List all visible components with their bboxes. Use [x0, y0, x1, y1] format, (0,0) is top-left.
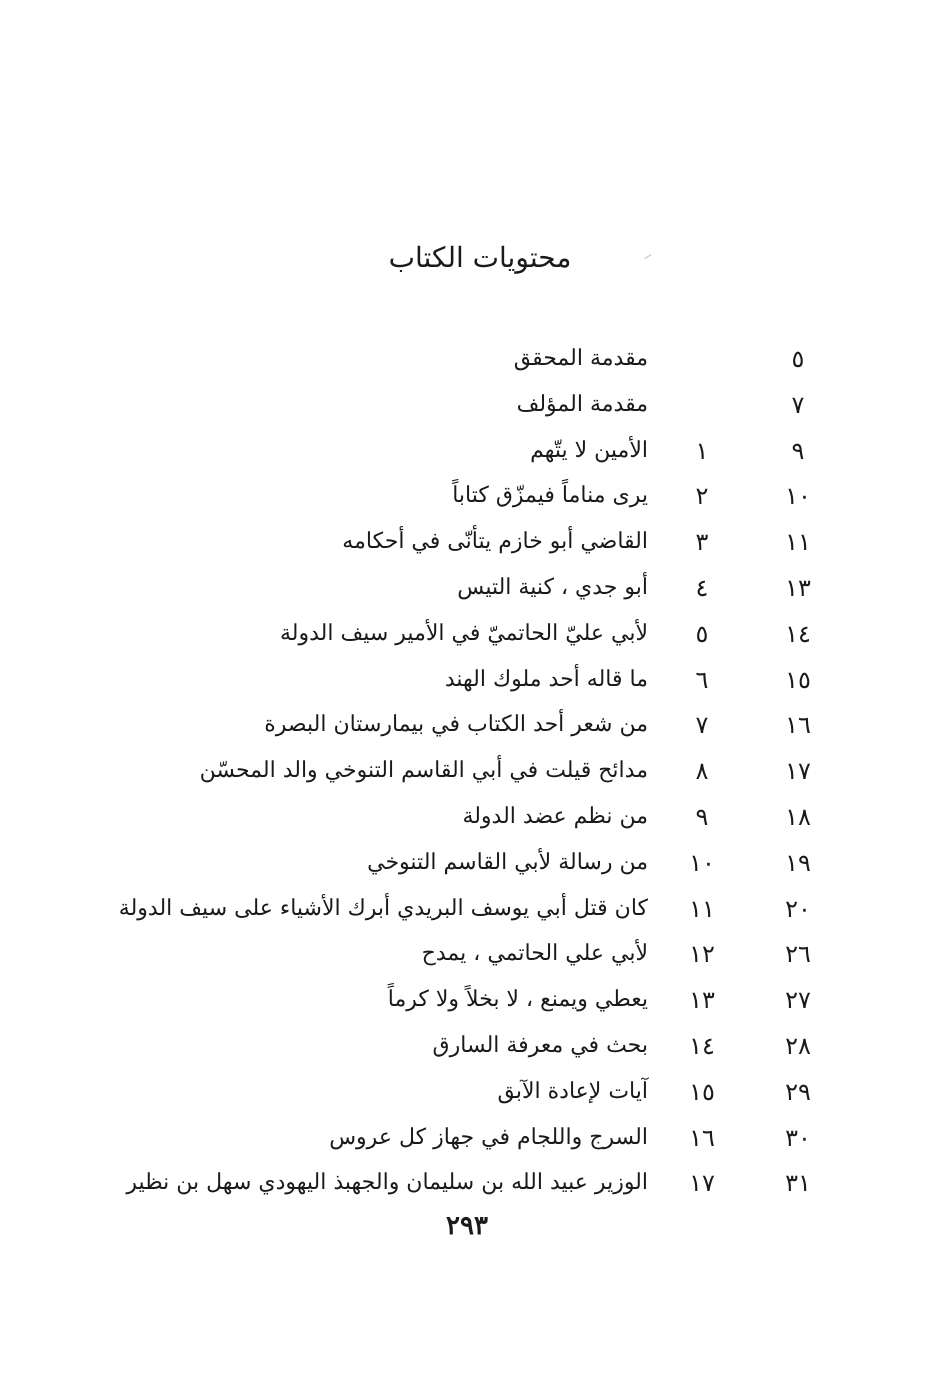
entry-number: ١١	[689, 894, 715, 923]
toc-row	[120, 1115, 820, 1161]
entry-number: ٢	[695, 482, 709, 511]
toc-row	[120, 428, 820, 474]
entry-number: ٣	[695, 528, 709, 557]
toc-row	[120, 886, 820, 932]
entry-title: الأمين لا يتّهم	[530, 437, 648, 463]
toc-row	[120, 336, 820, 382]
entry-title: يرى مناماً فيمزّق كتاباً	[452, 483, 648, 509]
entry-number: ٧	[695, 711, 709, 740]
print-speck	[644, 254, 651, 259]
entry-number: ٥	[695, 619, 709, 648]
entry-title: من رسالة لأبي القاسم التنوخي	[367, 849, 648, 875]
page-number: ١٥	[785, 665, 811, 694]
page-number: ١٧	[785, 757, 811, 786]
entry-title: كان قتل أبي يوسف البريدي أبرك الأشياء على سيف الدولة	[118, 895, 648, 921]
page-number: ٢٦	[785, 940, 811, 969]
entry-title: آيات لإعادة الآبق	[497, 1078, 648, 1104]
entry-number: ٨	[695, 757, 709, 786]
entry-title: بحث في معرفة السارق	[432, 1032, 648, 1058]
entry-title: من شعر أحد الكتاب في بيمارستان البصرة	[264, 712, 648, 738]
toc-row	[120, 382, 820, 428]
entry-number: ١٢	[689, 940, 715, 969]
toc-row	[120, 565, 820, 611]
entry-number: ١٧	[689, 1169, 715, 1198]
page-number: ١٠	[785, 482, 811, 511]
toc-row	[120, 1069, 820, 1115]
page-number: ٧	[791, 390, 805, 419]
page-number: ١٦	[785, 711, 811, 740]
page-number: ١٨	[785, 802, 811, 831]
toc-row	[120, 702, 820, 748]
entry-number: ٩	[695, 802, 709, 831]
entry-number: ٦	[695, 665, 709, 694]
entry-number: ١٦	[689, 1123, 715, 1152]
page-number: ٢٩	[785, 1077, 811, 1106]
table-of-contents	[120, 336, 820, 1206]
entry-title: ما قاله أحد ملوك الهند	[444, 666, 648, 692]
toc-row	[120, 611, 820, 657]
toc-row	[120, 657, 820, 703]
entry-title: الوزير عبيد الله بن سليمان والجهبذ اليهودي سهل بن نظير	[126, 1170, 648, 1196]
toc-row	[120, 519, 820, 565]
entry-title: مقدمة المحقق	[513, 346, 648, 371]
page-number: ٣٠	[785, 1123, 811, 1152]
entry-title: مدائح قيلت في أبي القاسم التنوخي والد المحسّن	[199, 758, 648, 784]
entry-number: ١٥	[689, 1077, 715, 1106]
entry-number: ١	[695, 436, 709, 465]
page-number: ١٤	[785, 619, 811, 648]
page-number: ١٣	[785, 573, 811, 602]
entry-title: أبو جدي ، كنية التيس	[457, 574, 648, 600]
entry-number: ١٤	[689, 1031, 715, 1060]
entry-number: ١٠	[689, 848, 715, 877]
entry-number: ١٣	[689, 986, 715, 1015]
page-number: ٢٠	[785, 894, 811, 923]
page-folio-number: ٢٩٣	[446, 1211, 488, 1241]
page-number: ١١	[785, 528, 811, 557]
page-number: ١٩	[785, 848, 811, 877]
page-title: محتويات الكتاب	[388, 241, 572, 274]
entry-title: مقدمة المؤلف	[516, 391, 648, 417]
entry-title: من نظم عضد الدولة	[462, 803, 648, 829]
entry-title: السرج واللجام في جهاز كل عروس	[329, 1124, 648, 1150]
toc-row	[120, 1160, 820, 1206]
entry-number: ٤	[695, 573, 709, 602]
entry-title: لأبي عليّ الحاتميّ في الأمير سيف الدولة	[279, 620, 648, 646]
entry-title: القاضي أبو خازم يتأنّى في أحكامه	[342, 529, 648, 555]
entry-title: لأبي علي الحاتمي ، يمدح	[421, 941, 648, 967]
page-number: ٢٨	[785, 1031, 811, 1060]
toc-row	[120, 794, 820, 840]
entry-title: يعطي ويمنع ، لا بخلاً ولا كرماً	[387, 987, 648, 1013]
toc-row	[120, 748, 820, 794]
toc-row	[120, 840, 820, 886]
toc-row	[120, 473, 820, 519]
toc-row	[120, 931, 820, 977]
toc-row	[120, 977, 820, 1023]
toc-row	[120, 1023, 820, 1069]
page-number: ٣١	[785, 1169, 811, 1198]
page-number: ٢٧	[785, 986, 811, 1015]
page-number: ٥	[791, 345, 805, 373]
page-number: ٩	[791, 436, 805, 465]
